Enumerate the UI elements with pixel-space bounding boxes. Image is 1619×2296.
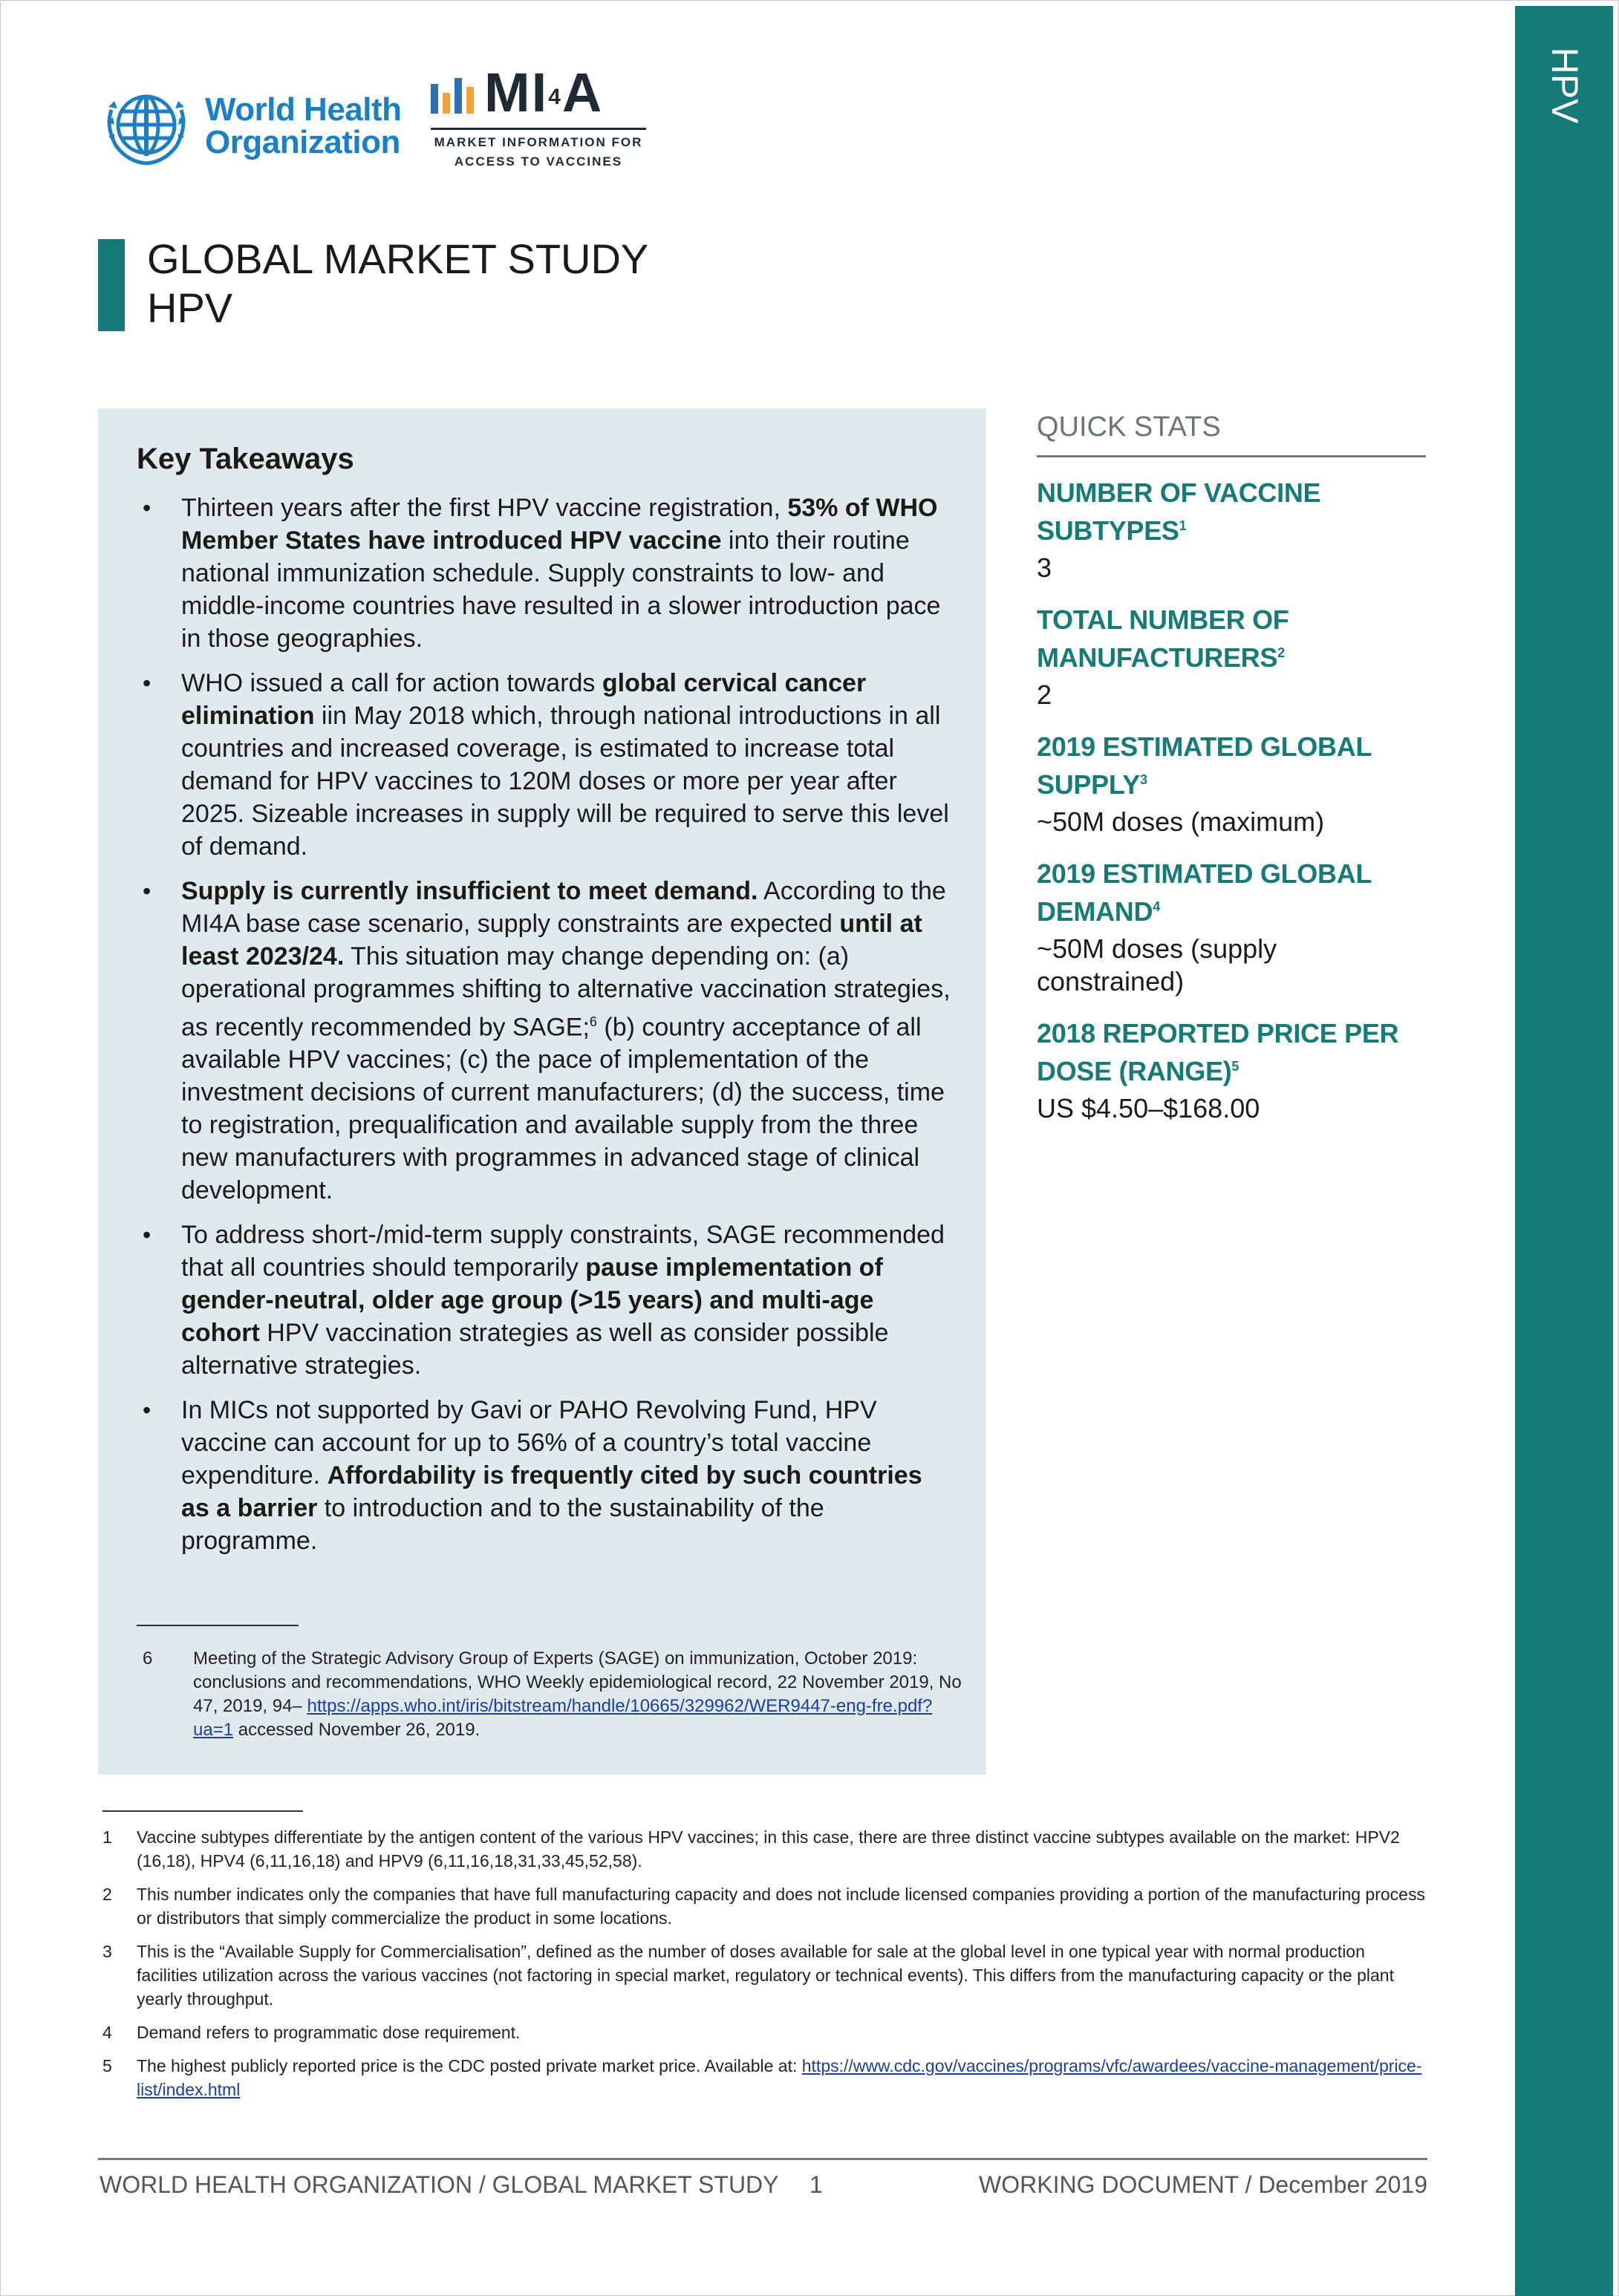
stat-supply: 2019 ESTIMATED GLOBAL SUPPLY$^3$ ~50M doses (maximum) [1037,731,1426,838]
mi4a-logo [431,62,646,172]
stat-value: 2 [1037,679,1052,710]
takeaways-footnote-rule [137,1625,299,1626]
mi4a-subtitle-line1: MARKET INFORMATION FOR [434,135,643,149]
stat-value: 3 [1037,552,1052,583]
stat-demand: 2019 ESTIMATED GLOBAL DEMAND$^4$ ~50M doses (supply constrained) [1037,858,1426,998]
takeaway-item-5: • In MICs not supported by Gavi or PAHO Revolving Fund, HPV vaccine can account for up to 56% of a country’s total vaccine expenditure. Affordability is frequently cited by such countries as a barrier to introduction and to the sustainability of the programme. [181,1394,954,1557]
footnote-4: 4 Demand refers to programmatic dose requirement. [102,2023,521,2042]
page-number: 1 [810,2171,823,2198]
sage-report-link[interactable]: https://apps.who.int/iris/bitstream/handle/10665/329962/WER9447-eng-fre.pdf?ua=1 [193,1696,933,1740]
stat-value: ~50M doses (supply constrained) [1037,933,1277,997]
takeaway-item-4: • To address short-/mid-term supply constraints, SAGE recommended that all countries should temporarily pause implementation of gender-neutral, older age group (>15 years) and multi-age cohort HPV vaccination strategies as well as consider possible alternative strategies. [181,1219,954,1382]
footnote-5: 5 The highest publicly reported price is the CDC posted private market price. Available at: https://www.cdc.gov/vaccines/programs/vfc/awardees/vaccine-management/price-list/index.html [102,2056,1422,2099]
footnote-2: 2 This number indicates only the companies that have full manufacturing capacity and does not include licensed companies providing a portion of the manufacturing process or distributors that simply commercialize the product in some locations. [102,1885,1425,1928]
who-emblem-icon [98,80,195,172]
stat-subtypes: NUMBER OF VACCINE SUBTYPES$^1$ 3 [1037,477,1426,584]
takeaways-footnote: 6 Meeting of the Strategic Advisory Group of Experts (SAGE) on immunization, October 2019: conclusions and recommendations, WHO Weekly epidemiological record, 22 November 2019, No 47, 2019, 94– https://apps.who.int/iris/bitstream/handle/10665/329962/WER9447-eng-fre.pdf?ua=1 accessed November 26, 2019. [143,1648,962,1740]
key-takeaways-box [98,408,986,1775]
page-title: GLOBAL MARKET STUDY [147,235,649,282]
takeaway-item-1: • Thirteen years after the first HPV vaccine registration, 53% of WHO Member States have introduced HPV vaccine into their routine national immunization schedule. Supply constraints to low- and middle-income countries have resulted in a slower introduction pace in those geographies. [181,492,954,655]
quick-stats [1037,408,1426,1125]
footer-right: WORKING DOCUMENT / December 2019 [979,2171,1427,2198]
footer-divider [98,2158,1427,2160]
footnotes-rule [102,1810,303,1812]
side-band [1515,6,1613,2296]
stat-manufacturers: TOTAL NUMBER OF MANUFACTURERS$^2$ 2 [1037,604,1426,711]
mi4a-divider [431,128,646,130]
who-name-line1: World Health [205,91,402,128]
takeaway-item-2: • WHO issued a call for action towards global cervical cancer elimination iin May 2018 which, through national introductions in all countries and increased coverage, is estimated to increase total demand for HPV vaccines to 120M doses or more per year after 2025. Sizeable increases in supply will be required to serve this level of demand. [181,667,954,863]
mi4a-subtitle-line2: ACCESS TO VACCINES [454,154,623,169]
footnotes [98,1825,1427,2111]
footnote-1: 1 Vaccine subtypes differentiate by the antigen content of the various HPV vaccines; in this case, there are three distinct vaccine subtypes available on the market: HPV2 (16,18), HPV4 (6,11,16,18) and HPV9 (6,11,16,18,31,33,45,52,58). [102,1827,1400,1871]
takeaways-list [181,492,954,1569]
title-accent-bar [98,239,125,331]
side-tab-label: HPV [1544,47,1586,124]
footnote-3: 3 This is the “Available Supply for Commercialisation”, defined as the number of doses available for sale at the global level in one typical year with normal production facilities utilization across the various vaccines (not factoring in special market, regulatory or technical events). This differs from the manufacturing capacity or the plant yearly throughput. [102,1942,1394,2009]
page-subtitle: HPV [147,284,233,331]
footer-left: WORLD HEALTH ORGANIZATION / GLOBAL MARKET STUDY [100,2171,779,2198]
who-name-line2: Organization [205,124,400,160]
stat-value: US $4.50–$168.00 [1037,1093,1260,1123]
stat-price: 2018 REPORTED PRICE PER DOSE (RANGE)$^5$ US $4.50–$168.00 [1037,1017,1426,1125]
key-takeaways-heading: Key Takeaways [137,443,354,475]
cdc-price-list-link[interactable]: https://www.cdc.gov/vaccines/programs/vfc/awardees/vaccine-management/price-list/index.html [137,2056,1422,2099]
mi4a-bars-icon [431,72,474,114]
mi4a-title: $MI^4A$ [484,62,604,123]
stat-value: ~50M doses (maximum) [1037,806,1325,837]
quick-stats-heading: QUICK STATS [1037,411,1426,457]
who-logo [98,80,402,172]
takeaway-item-3: • Supply is currently insufficient to meet demand. According to the MI4A base case scenario, supply constraints are expected until at least 2023/24. This situation may change depending on: (a) operational programmes shifting to alternative vaccination strategies, as recently recommended by SAGE;$^6$ (b) country acceptance of all available HPV vaccines; (c) the pace of implementation of the investment decisions of current manufacturers; (d) the success, time to registration, prequalification and available supply from the three new manufacturers with programmes in advanced stage of clinical development. [181,875,954,1207]
